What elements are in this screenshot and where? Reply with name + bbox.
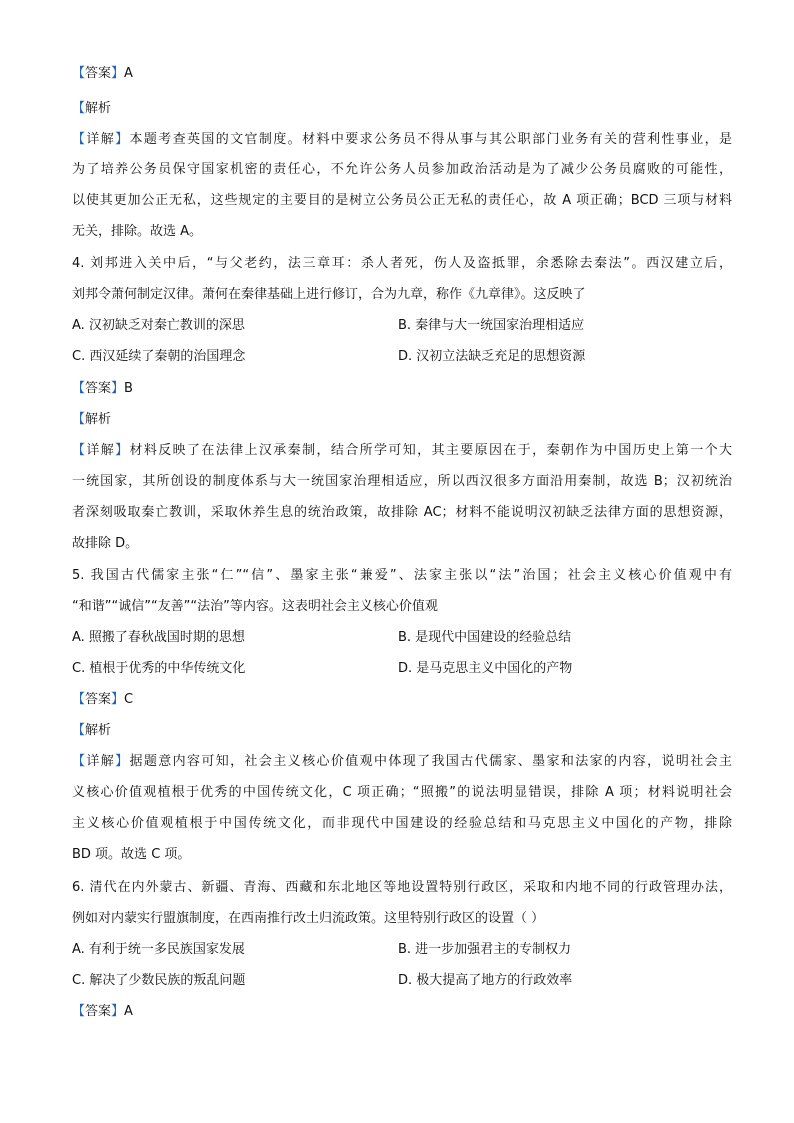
answer-value: B (124, 381, 133, 396)
answer-label-close: 】 (111, 66, 125, 81)
detail-line: 义核心价值观植根于优秀的中国传统文化，C 项正确；“照搬”的说法明显错误，排除 A 项；材料说明社会 (72, 785, 732, 800)
question-stem: 4. 刘邦进入关中后，“与父老约，法三章耳：杀人者死，伤人及盗抵罪，余悉除去秦法”。西汉建立后， (72, 256, 732, 271)
answer-value: A (124, 66, 133, 81)
question-stem: 例如对内蒙实行盟旗制度，在西南推行改土归流政策。这里特别行政区的设置（ ） (72, 911, 545, 926)
detail-line: 【详解】材料反映了在法律上汉承秦制，结合所学可知，其主要原因在于，秦朝作为中国历史上第一个大 (72, 443, 732, 458)
answer-line: 【答案】C (72, 692, 134, 707)
detail-line: 者深刻吸取秦亡教训，采取休养生息的统治政策，故排除 AC；材料不能说明汉初缺乏法律方面的思想资源， (72, 505, 732, 520)
option-d: D. 极大提高了地方的行政效率 (398, 973, 573, 988)
option-a: A. 汉初缺乏对秦亡教训的深思 (72, 318, 245, 333)
analysis-heading: 【解析 (72, 723, 112, 738)
option-b: B. 进一步加强君主的专制权力 (398, 942, 572, 957)
detail-line: 一统国家，其所创设的制度体系与大一统国家治理相适应，所以西汉很多方面沿用秦制，故选 B；汉初统治 (72, 474, 732, 489)
answer-label: 答案 (85, 66, 112, 81)
option-a: A. 有利于统一多民族国家发展 (72, 942, 245, 957)
question-stem: 6. 清代在内外蒙古、新疆、青海、西藏和东北地区等地设置特别行政区，采取和内地不同的行政管理办法， (72, 880, 732, 895)
detail-line: BD 项。故选 C 项。 (72, 847, 191, 862)
detail-line: 主义核心价值观植根于中国传统文化，而非现代中国建设的经验总结和马克思主义中国化的产物，排除 (72, 816, 732, 831)
option-c: C. 植根于优秀的中华传统文化 (72, 661, 246, 676)
option-b: B. 是现代中国建设的经验总结 (398, 630, 572, 645)
detail-line: 故排除 D。 (72, 536, 139, 551)
answer-line (72, 64, 732, 84)
answer-label-open: 【 (72, 66, 86, 81)
answer-value: C (124, 692, 134, 707)
detail-line: 以使其更加公正无私，这些规定的主要目的是树立公务员公正无私的责任心，故 A 项正确；BCD 三项与材料 (72, 193, 732, 208)
analysis-heading: 【解析 (72, 412, 112, 427)
question-stem: “和谐”“诚信”“友善”“法治”等内容。这表明社会主义核心价值观 (72, 599, 438, 614)
option-c: C. 解决了少数民族的叛乱问题 (72, 973, 246, 988)
detail-line: 【详解】本题考查英国的文官制度。材料中要求公务员不得从事与其公职部门业务有关的营利性事业，是 (72, 132, 732, 147)
option-d: D. 汉初立法缺乏充足的思想资源 (398, 349, 586, 364)
detail-line: 无关，排除。故选 A。 (72, 224, 203, 239)
option-c: C. 西汉延续了秦朝的治国理念 (72, 349, 246, 364)
answer-line: 【答案】A (72, 1004, 133, 1019)
analysis-heading: 【解析 (72, 101, 112, 116)
option-b: B. 秦律与大一统国家治理相适应 (398, 318, 585, 333)
answer-line: 【答案】B (72, 381, 133, 396)
answer-value: A (124, 1004, 133, 1019)
detail-line: 为了培养公务员保守国家机密的责任心，不允许公务人员参加政治活动是为了减少公务员腐败的可能性， (72, 162, 732, 177)
question-stem: 5. 我国古代儒家主张“仁”“信”、墨家主张“兼爱”、法家主张以“法”治国；社会主义核心价值观中有 (72, 568, 732, 583)
detail-line: 【详解】据题意内容可知，社会主义核心价值观中体现了我国古代儒家、墨家和法家的内容，说明社会主 (72, 754, 732, 769)
option-d: D. 是马克思主义中国化的产物 (398, 661, 573, 676)
option-a: A. 照搬了春秋战国时期的思想 (72, 630, 245, 645)
question-stem: 刘邦令萧何制定汉律。萧何在秦律基础上进行修订，合为九章，称作《九章律》。这反映了 (72, 287, 586, 302)
